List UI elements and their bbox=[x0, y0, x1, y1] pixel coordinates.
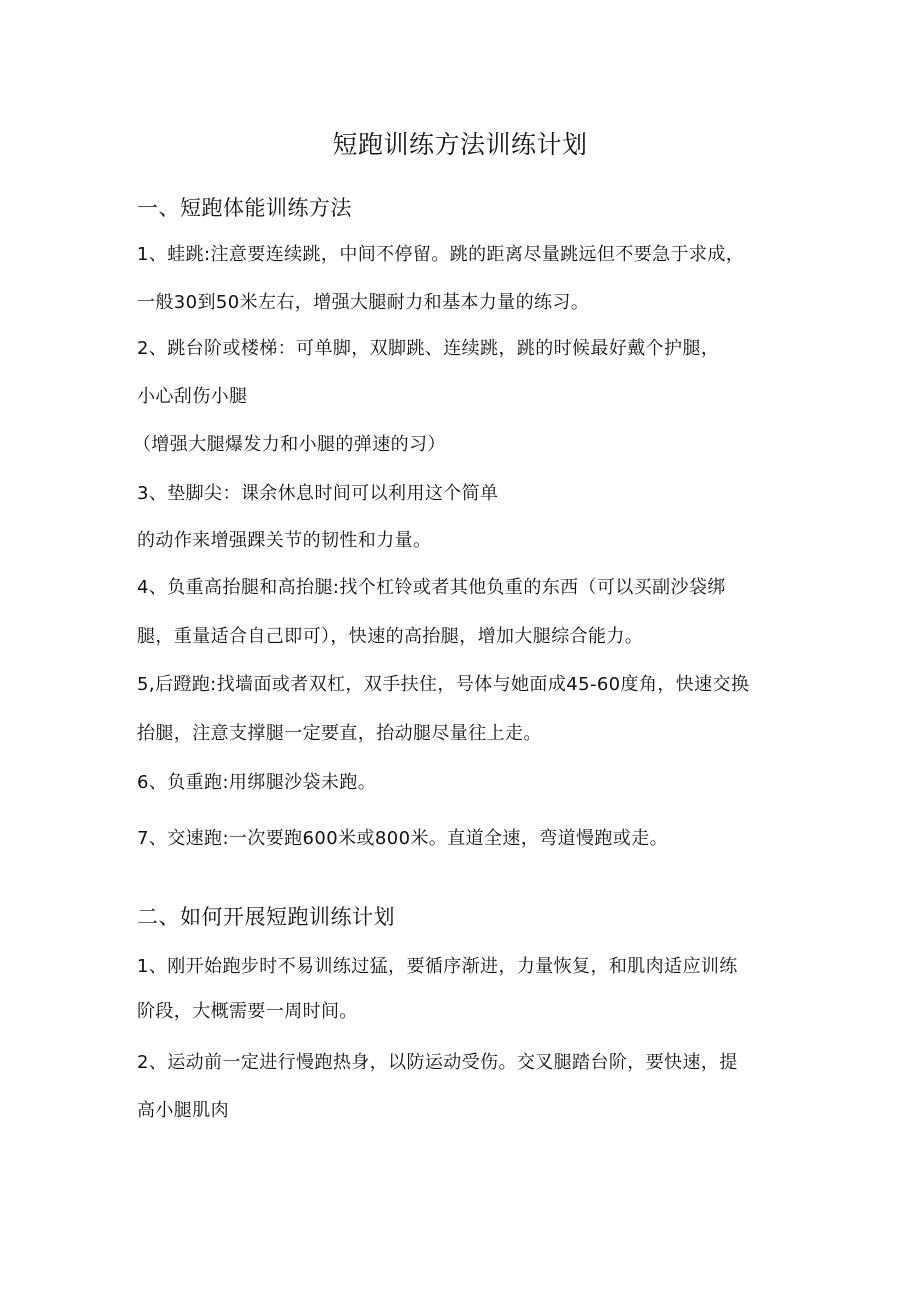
paragraph-line: （增强大腿爆发力和小腿的弹速的习） bbox=[133, 434, 446, 455]
paragraph-line: 5,后蹬跑:找墙面或者双杠，双手扶住，号体与她面成45-60度角，快速交换 bbox=[137, 674, 750, 695]
paragraph-line: 阶段，大概需要一周时间。 bbox=[137, 1001, 358, 1022]
paragraph-line: 6、负重跑:用绑腿沙袋未跑。 bbox=[137, 772, 377, 793]
paragraph-line: 4、负重高抬腿和高抬腿:找个杠铃或者其他负重的东西（可以买副沙袋绑 bbox=[137, 577, 726, 598]
paragraph-line: 1、刚开始跑步时不易训练过猛，要循序渐进，力量恢复，和肌肉适应训练 bbox=[137, 956, 738, 977]
section-heading-1: 一、短跑体能训练方法 bbox=[137, 196, 352, 220]
paragraph-line: 高小腿肌肉 bbox=[137, 1100, 229, 1121]
document-title: 短跑训练方法训练计划 bbox=[332, 130, 588, 159]
paragraph-line: 2、跳台阶或楼梯：可单脚，双脚跳、连续跳，跳的时候最好戴个护腿， bbox=[137, 338, 720, 359]
paragraph-line: 一般30到50米左右，增强大腿耐力和基本力量的练习。 bbox=[137, 292, 590, 313]
paragraph-line: 的动作来增强踝关节的韧性和力量。 bbox=[137, 530, 432, 551]
paragraph-line: 1、蛙跳:注意要连续跳，中间不停留。跳的距离尽量跳远但不要急于求成， bbox=[137, 244, 745, 265]
paragraph-line: 抬腿，注意支撑腿一定要直，抬动腿尽量往上走。 bbox=[137, 723, 542, 744]
paragraph-line: 2、运动前一定进行慢跑热身，以防运动受伤。交叉腿踏台阶，要快速，提 bbox=[137, 1052, 738, 1073]
paragraph-line: 小心刮伤小腿 bbox=[137, 386, 248, 407]
paragraph-line: 7、交速跑:一次要跑600米或800米。直道全速，弯道慢跑或走。 bbox=[137, 828, 669, 849]
section-heading-2: 二、如何开展短跑训练计划 bbox=[137, 905, 395, 929]
paragraph-line: 3、垫脚尖：课余休息时间可以利用这个简单 bbox=[137, 483, 499, 504]
paragraph-line: 腿，重量适合自己即可），快速的高抬腿，增加大腿综合能力。 bbox=[137, 626, 644, 647]
